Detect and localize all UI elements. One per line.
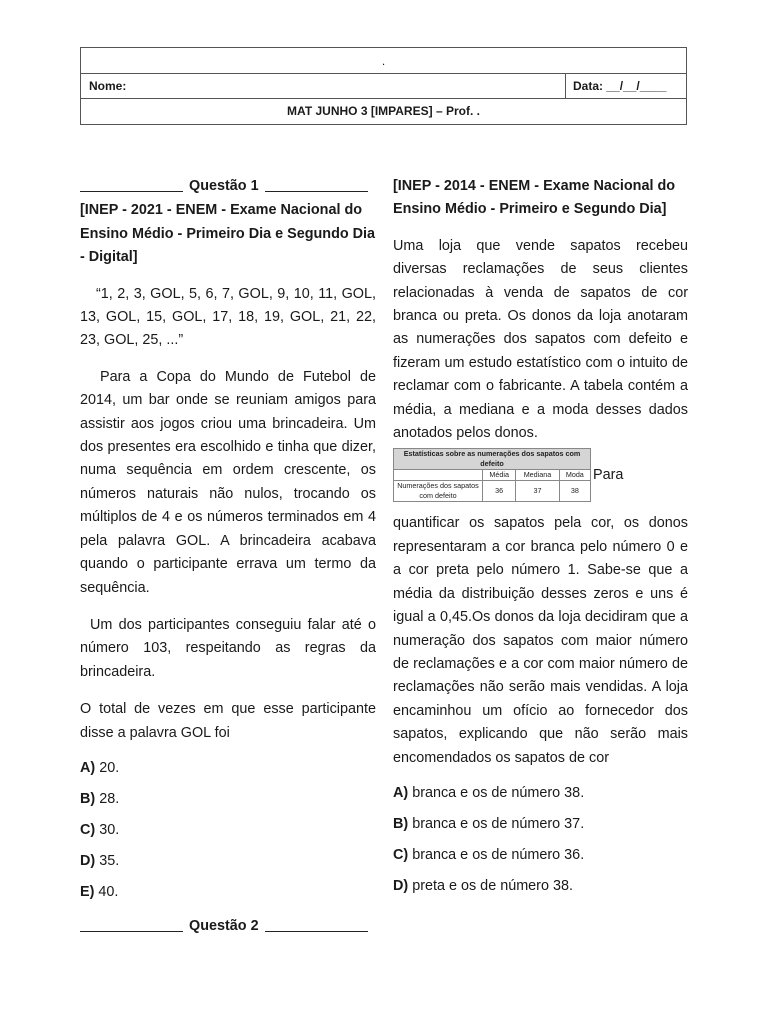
question-1-prompt: O total de vezes em que esse participante disse a palavra GOL foi <box>80 701 376 741</box>
question-2-title <box>80 915 376 938</box>
option-d[interactable] <box>393 876 688 896</box>
option-letter: B) <box>80 790 96 807</box>
option-c[interactable] <box>393 845 688 865</box>
option-a[interactable] <box>393 783 688 803</box>
question-2-paragraph-2: quantificar os sapatos pela cor, os donos representaram a cor branca pelo número 0 e a cor preta pelo número 1. Sabe-se que a média da distribuição desses zeros e uns é igual a 0,45.Os donos da loja decidiram que a numeração dos sapatos com maior número de reclamações e a cor com maior número de reclamações não serão mais vendidas. A loja encaminhou um ofício ao fornecedor dos sapatos, explicando que não serão mais encomendados os sapatos de cor <box>393 515 688 766</box>
option-text: 40. <box>98 883 119 900</box>
question-1-title <box>80 175 376 198</box>
title-rule-left <box>80 931 183 932</box>
header-box <box>80 47 687 125</box>
header-top-row: . <box>81 48 686 74</box>
stats-col-header: Média <box>483 470 516 481</box>
question-1-quote: “1, 2, 3, GOL, 5, 6, 7, GOL, 9, 10, 11, GOL, 13, GOL, 15, GOL, 17, 18, 19, GOL, 21, 22, 23, GOL, 25, ...” <box>80 285 376 349</box>
stats-col-header: Mediana <box>516 470 559 481</box>
stats-value: 38 <box>559 481 590 502</box>
option-text: branca e os de número 38. <box>412 784 585 801</box>
title-rule-right <box>265 191 368 192</box>
question-1-title-text: Questão 1 <box>189 178 259 194</box>
stats-table-title: Estatísticas sobre as numerações dos sapatos com defeito <box>394 449 591 470</box>
stats-value: 36 <box>483 481 516 502</box>
question-2-source: [INEP - 2014 - ENEM - Exame Nacional do Ensino Médio - Primeiro e Segundo Dia] <box>393 178 676 218</box>
option-b[interactable] <box>393 814 688 834</box>
stats-col-header: Moda <box>559 470 590 481</box>
header-subtitle: MAT JUNHO 3 [IMPARES] – Prof. . <box>287 104 480 118</box>
stats-table-row <box>393 448 688 502</box>
right-column <box>393 175 688 896</box>
header-divider <box>565 74 566 99</box>
option-text: 30. <box>99 821 120 838</box>
option-c[interactable] <box>80 820 376 840</box>
option-letter: B) <box>393 815 409 832</box>
stats-row-label: Numerações dos sapatos com defeito <box>394 481 483 502</box>
question-2-title-text: Questão 2 <box>189 917 259 934</box>
left-column <box>80 175 376 938</box>
question-2-options <box>393 783 688 896</box>
option-letter: D) <box>393 877 409 894</box>
option-text: preta e os de número 38. <box>412 877 573 894</box>
option-text: branca e os de número 37. <box>412 815 585 832</box>
question-1-source: [INEP - 2021 - ENEM - Exame Nacional do Ensino Médio - Primeiro Dia e Segundo Dia - Digital] <box>80 202 376 266</box>
option-d[interactable] <box>80 851 376 871</box>
stats-table <box>393 448 591 502</box>
option-letter: E) <box>80 883 95 900</box>
question-1-paragraph-2: Um dos participantes conseguiu falar até o número 103, respeitando as regras da brincadeira. <box>80 616 376 680</box>
stats-value: 37 <box>516 481 559 502</box>
question-1-paragraph-1: Para a Copa do Mundo de Futebol de 2014, um bar onde se reuniam amigos para assistir aos jogos criou uma brincadeira. Um dos presentes era escolhido e tinha que dizer, numa sequência em ordem crescente, os números naturais não nulos, trocando os múltiplos de 4 e os números terminados em 4 pela palavra GOL. A brincadeira acabava quando o participante errava um termo da sequência. <box>80 368 376 596</box>
option-e[interactable] <box>80 882 376 902</box>
option-b[interactable] <box>80 789 376 809</box>
option-letter: D) <box>80 852 96 869</box>
stats-table-empty-cell <box>394 470 483 481</box>
option-a[interactable] <box>80 758 376 778</box>
option-text: 35. <box>99 852 120 869</box>
title-rule-left <box>80 191 183 192</box>
option-text: branca e os de número 36. <box>412 846 585 863</box>
option-letter: A) <box>80 759 96 776</box>
header-name-row <box>81 74 686 99</box>
option-text: 20. <box>99 759 120 776</box>
option-letter: C) <box>80 821 96 838</box>
question-1-options <box>80 758 376 902</box>
date-label: Data: __/__/____ <box>573 79 667 93</box>
title-rule-right <box>265 931 368 932</box>
after-table-text: Para <box>593 466 624 483</box>
question-2-paragraph-1: Uma loja que vende sapatos recebeu diversas reclamações de seus clientes relacionadas à venda de sapatos de cor branca ou preta. Os donos da loja anotaram as numerações dos sapatos com defeito e fizeram um estudo estatístico com o intuito de reclamar com o fabricante. A tabela contém a média, a mediana e a moda desses dados anotados pelos donos. <box>393 237 688 442</box>
option-letter: C) <box>393 846 409 863</box>
option-letter: A) <box>393 784 409 801</box>
name-label: Nome: <box>89 79 127 93</box>
option-text: 28. <box>99 790 120 807</box>
